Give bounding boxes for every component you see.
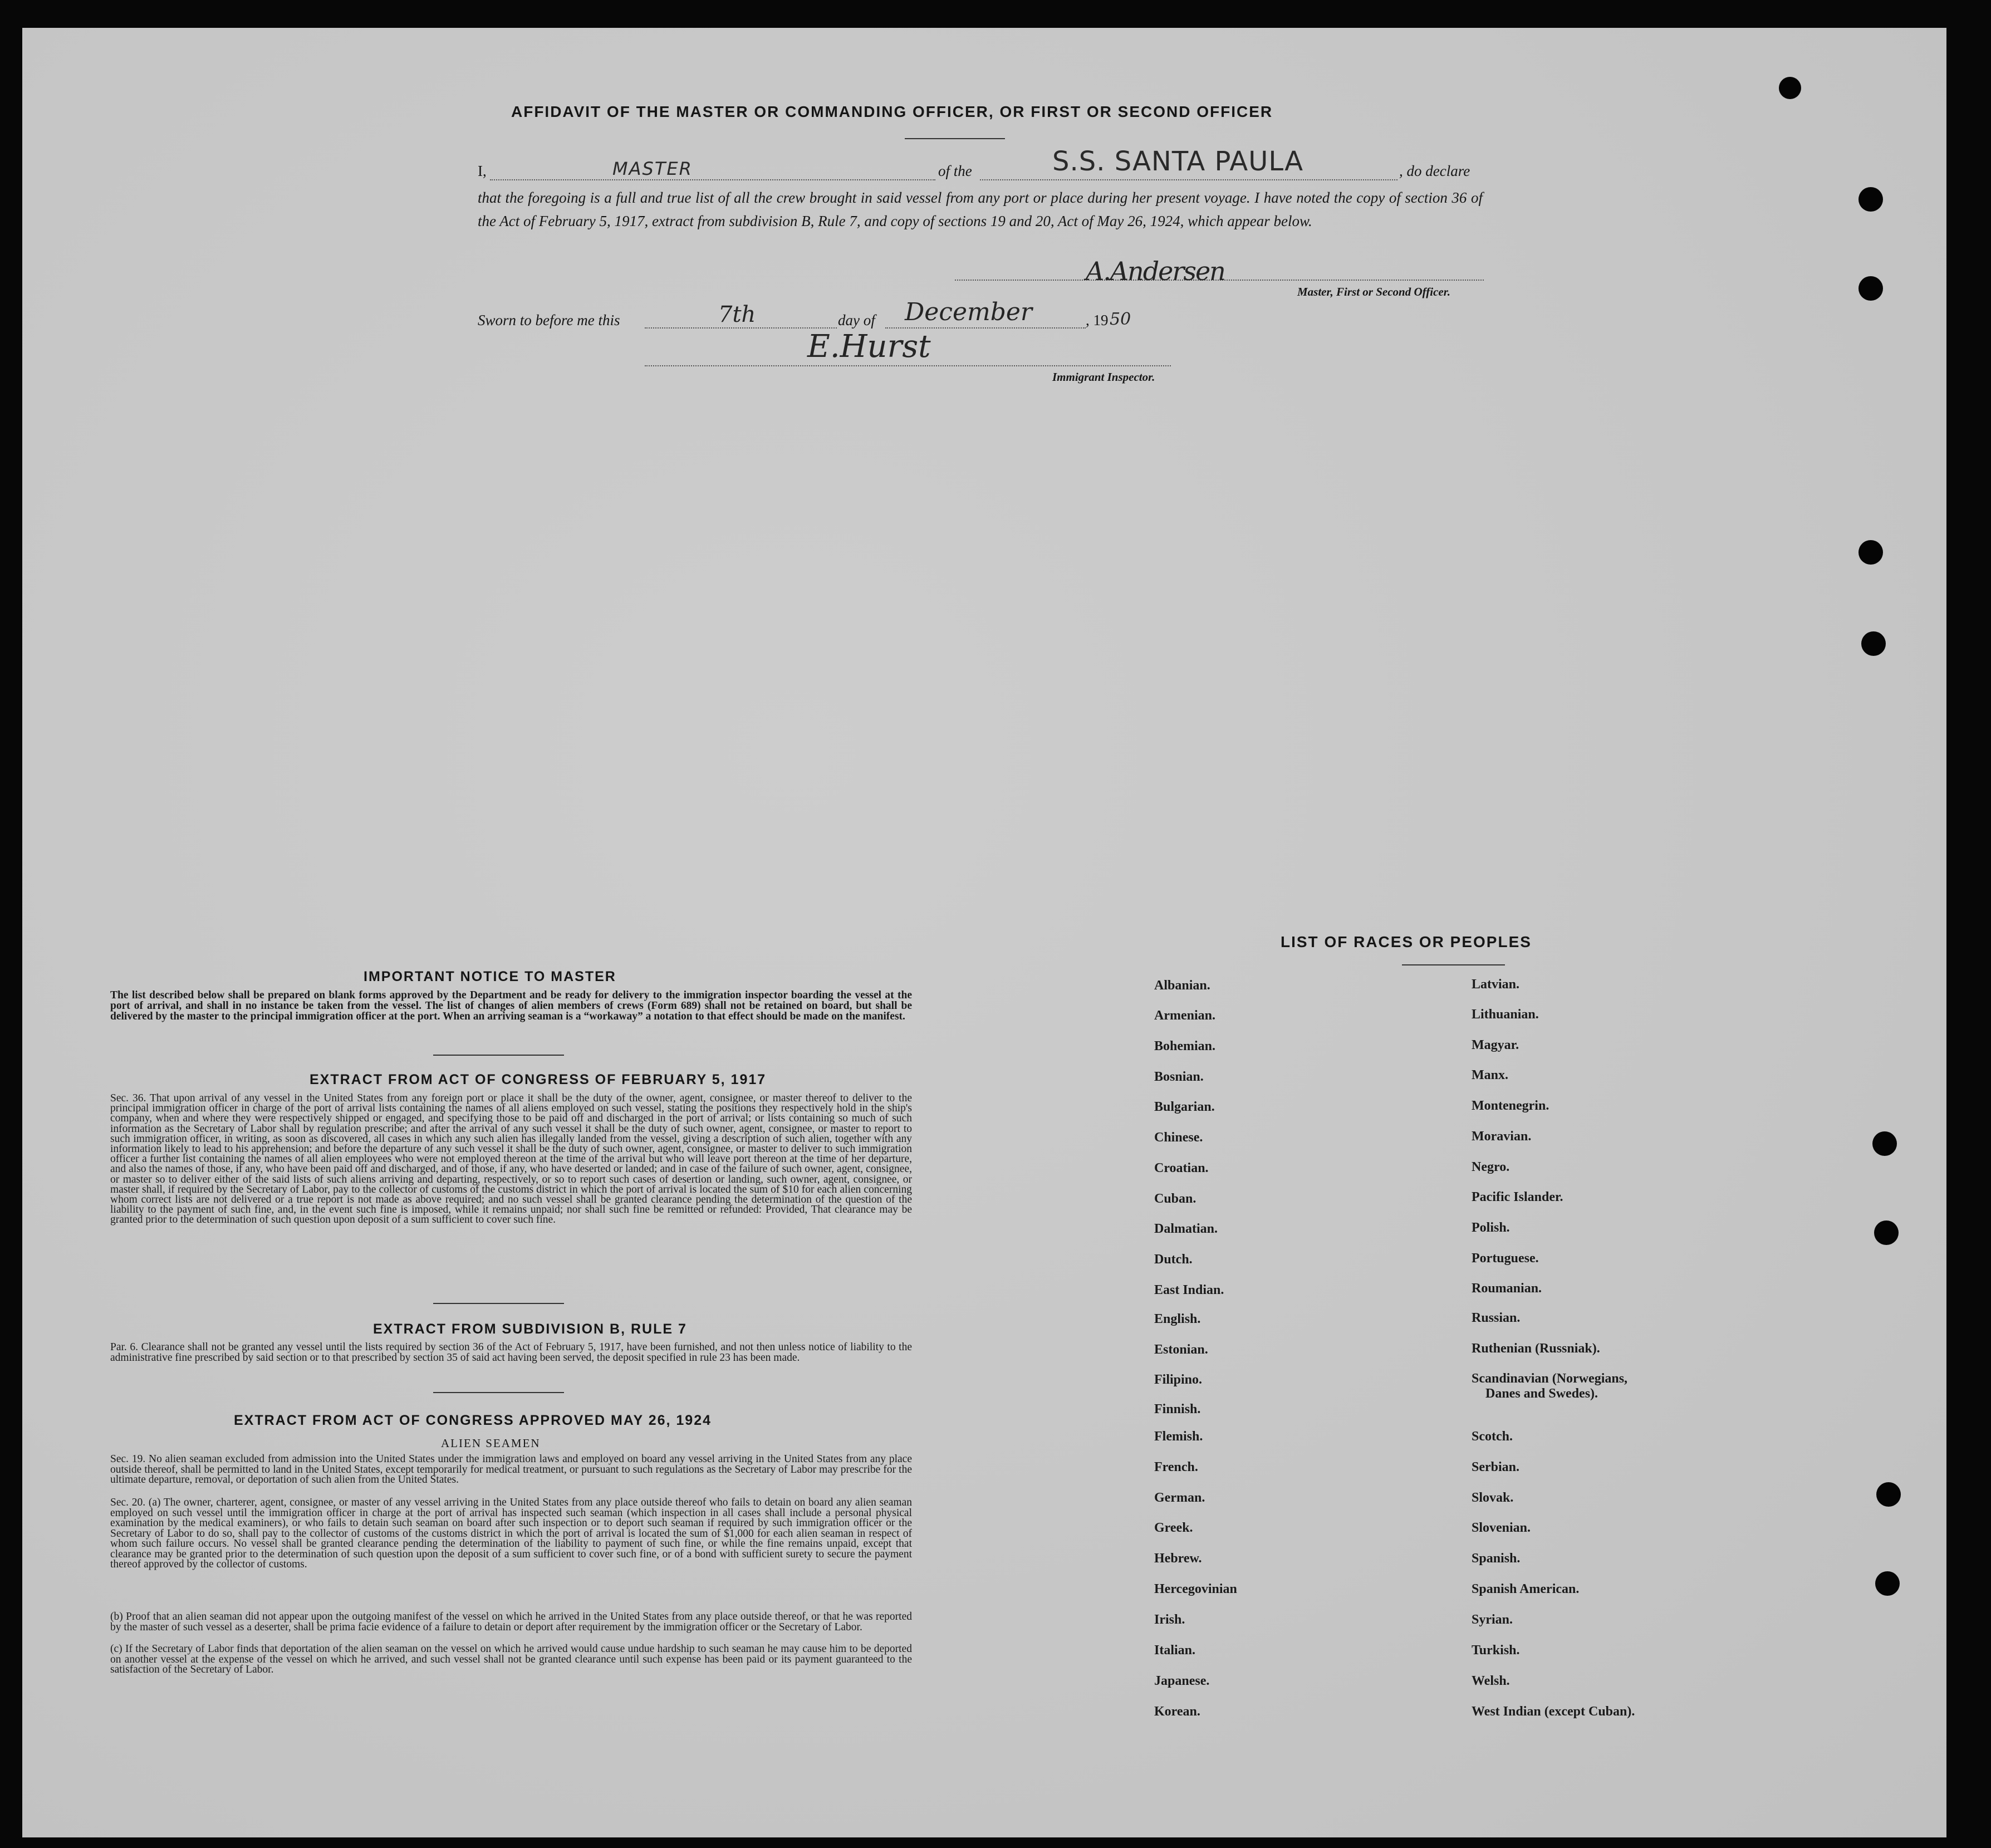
sworn-day-handwritten: 7th [718, 302, 756, 327]
race-item: English. [1154, 1312, 1201, 1326]
race-item: Dutch. [1154, 1252, 1193, 1267]
race-item: Cuban. [1154, 1192, 1196, 1206]
do-declare-label: , do declare [1399, 163, 1470, 179]
race-item: Estonian. [1154, 1342, 1208, 1357]
sworn-year-handwritten: 50 [1110, 310, 1131, 329]
affidavit-title: AFFIDAVIT OF THE MASTER OR COMMANDING OFFICER, OR FIRST OR SECOND OFFICER [511, 103, 1273, 120]
race-item: Lithuanian. [1472, 1007, 1539, 1022]
race-item: Ruthenian (Russniak). [1472, 1341, 1600, 1356]
race-item: Russian. [1472, 1311, 1521, 1325]
race-item: Manx. [1472, 1068, 1508, 1082]
race-item: Albanian. [1154, 978, 1210, 993]
binder-hole [1872, 1131, 1897, 1156]
race-item: Negro. [1472, 1160, 1510, 1174]
race-item: Chinese. [1154, 1130, 1203, 1145]
race-item: Japanese. [1154, 1674, 1210, 1688]
race-item: Bohemian. [1154, 1039, 1216, 1053]
binder-hole [1876, 1482, 1901, 1507]
race-item: Filipino. [1154, 1372, 1203, 1387]
race-item: Korean. [1154, 1704, 1200, 1719]
race-item: Croatian. [1154, 1161, 1209, 1175]
race-item: Bulgarian. [1154, 1100, 1215, 1114]
extract-1917-title: EXTRACT FROM ACT OF CONGRESS OF FEBRUARY 5, 1917 [310, 1072, 767, 1087]
race-item: West Indian (except Cuban). [1472, 1704, 1635, 1719]
extract-1924-title: EXTRACT FROM ACT OF CONGRESS APPROVED MAY 26, 1924 [234, 1413, 712, 1428]
binder-hole [1779, 77, 1801, 99]
master-caption: Master, First or Second Officer. [1297, 285, 1450, 298]
affidavit-body: that the foregoing is a full and true list of all the crew brought in said vessel from any port or place during her present voyage. I have noted the copy of section 36 of the Act of February 5, 1917, extract from subdivision B, Rule 7, and copy of sections 19 and 20, Act of May 26, 1924, which appear below. [478, 189, 1483, 229]
of-the-label: of the [938, 163, 972, 179]
notice-title: IMPORTANT NOTICE TO MASTER [364, 969, 616, 984]
race-item: East Indian. [1154, 1283, 1224, 1297]
race-item: Irish. [1154, 1612, 1185, 1627]
race-item: Greek. [1154, 1521, 1193, 1535]
binder-hole [1875, 1571, 1900, 1596]
binder-hole [1861, 631, 1886, 656]
race-item: Scandinavian (Norwegians, [1472, 1371, 1628, 1386]
inspector-signature-line [645, 365, 1171, 366]
binder-hole [1858, 187, 1883, 212]
rule7-title: EXTRACT FROM SUBDIVISION B, RULE 7 [373, 1321, 687, 1337]
race-item: Hercegovinian [1154, 1582, 1237, 1596]
race-item: Spanish. [1472, 1551, 1521, 1566]
race-item: French. [1154, 1460, 1198, 1474]
officer-name-line [490, 179, 935, 180]
sec20a-body: Sec. 20. (a) The owner, charterer, agent, consignee, or master of any vessel arriving in the United States from any place outside thereof who fails to detain on board any alien seaman employed on such vessel until the immigration officer in charge at the port of arrival has inspected such seaman (which inspection in all cases shall include a personal physical examination by the medical examiners), or who fails to detain such seaman on board after such inspection or to deport such seaman if required by such immigration officer or the Secretary of Labor to do so, shall pay to the collector of customs of the customs district in which the port of arrival is located the sum of $1,000 for each alien seaman in respect of whom such failure occurs. No vessel shall be granted clearance pending the determination of the liability to payment of such fine, or while the fine remains unpaid, except that clearance may be granted prior to the determination of such question upon the deposit of a sum sufficient to cover such fine, or of a bond with sufficient surety to secure the payment thereof approved by the collector of customs. [110, 1497, 912, 1570]
race-item: Scotch. [1472, 1429, 1513, 1444]
race-item: Flemish. [1154, 1429, 1203, 1444]
race-item: Portuguese. [1472, 1251, 1539, 1266]
sec20c-body: (c) If the Secretary of Labor finds that deportation of the alien seaman on the vessel on which he arrived would cause undue hardship to such seaman he may cause him to be deported on another vessel at the expense of the vessel on which he arrived, and such vessel shall not be granted clearance until such expense has been paid or its payment guaranteed to the satisfaction of the Secretary of Labor. [110, 1643, 912, 1675]
race-item: Hebrew. [1154, 1551, 1202, 1566]
sec19-body: Sec. 19. No alien seaman excluded from admission into the United States under the immigration laws and employed on board any vessel arriving in the United States from any place outside thereof, shall be permitted to land in the United States, except temporarily for medical treatment, or pursuant to such regulations as the Secretary of Labor may prescribe for the ultimate departure, removal, or deportation of such alien from the United States. [110, 1453, 912, 1486]
sec20b-body: (b) Proof that an alien seaman did not appear upon the outgoing manifest of the vessel on which he arrived in the United States from any place outside thereof, or that he was reported by the master of such vessel as a deserter, shall be prima facie evidence of a failure to detain or deport after requirement by the immigration officer or the Secretary of Labor. [110, 1611, 912, 1633]
binder-hole [1874, 1220, 1899, 1245]
race-item: Italian. [1154, 1643, 1196, 1658]
race-item: Bosnian. [1154, 1070, 1204, 1084]
binder-hole [1858, 276, 1883, 301]
vessel-name-line [980, 179, 1397, 180]
inspector-signature: E.Hurst [807, 329, 931, 365]
race-item: Polish. [1472, 1220, 1510, 1235]
rule7-divider [433, 1392, 564, 1393]
rule7-body: Par. 6. Clearance shall not be granted any vessel until the lists required by section 36 of the Act of February 5, 1917, have been furnished, and not then unless notice of liability to the administrative fine prescribed by said section or to that prescribed by section 35 of said act having been served, the deposit specified in rule 23 has been made. [110, 1341, 912, 1364]
race-item: Finnish. [1154, 1402, 1201, 1416]
races-title: LIST OF RACES OR PEOPLES [1281, 933, 1532, 950]
notice-body: The list described below shall be prepared on blank forms approved by the Department and be ready for delivery to the immigration inspector boarding the vessel at the port of arrival, and shall in no instance be taken from the vessel. The list of changes of alien members of crews (Form 689) shall not be retained on board, but shall be delivered by the master to the principal immigration officer at the port. When an arriving seaman is a “workaway” a notation to that effect should be made on the manifest. [110, 989, 912, 1022]
extract-1917-divider [433, 1303, 564, 1304]
race-item: German. [1154, 1491, 1205, 1505]
race-item: Serbian. [1472, 1460, 1520, 1474]
title-divider [905, 138, 1005, 139]
race-item: Syrian. [1472, 1612, 1513, 1627]
race-item: Danes and Swedes). [1485, 1386, 1598, 1401]
race-item: Montenegrin. [1472, 1099, 1549, 1113]
races-divider [1402, 964, 1505, 965]
race-item: Slovenian. [1472, 1521, 1531, 1535]
race-item: Spanish American. [1472, 1582, 1580, 1596]
extract-1924-subtitle: ALIEN SEAMEN [441, 1437, 541, 1450]
binder-hole [1858, 540, 1883, 565]
sworn-month-handwritten: December [905, 298, 1032, 326]
master-signature: A.Andersen [1086, 256, 1225, 286]
race-item: Pacific Islander. [1472, 1190, 1563, 1204]
race-item: Armenian. [1154, 1008, 1215, 1023]
year-prefix: , 19 [1086, 312, 1109, 329]
race-item: Moravian. [1472, 1129, 1532, 1144]
race-item: Latvian. [1472, 977, 1520, 992]
sworn-label: Sworn to before me this [478, 312, 620, 329]
vessel-name-stamp: S.S. SANTA PAULA [1052, 146, 1304, 177]
race-item: Dalmatian. [1154, 1222, 1218, 1236]
race-item: Roumanian. [1472, 1281, 1542, 1296]
race-item: Magyar. [1472, 1038, 1519, 1052]
race-item: Turkish. [1472, 1643, 1520, 1658]
pronoun-label: I, [478, 163, 487, 179]
race-item: Welsh. [1472, 1674, 1510, 1688]
day-of-label: day of [838, 312, 875, 329]
race-item: Slovak. [1472, 1491, 1514, 1505]
inspector-caption: Immigrant Inspector. [1052, 370, 1155, 384]
extract-1917-body: Sec. 36. That upon arrival of any vessel in the United States from any foreign port or place it shall be the duty of the owner, agent, consignee, or master thereof to deliver to the principal immigration officer in charge of the port of arrival lists containing the names of all aliens employed on such vessel, stating the positions they respectively hold in the ship's company, when and where they were respectively shipped or engaged, and specifying those to be paid off and discharged in the port of arrival; or lists containing so much of such information as the Secretary of Labor shall by regulation prescribe; and after the arrival of any such vessel it shall be the duty of such owner, agent, consignee, or master to report to such immigration officer, in writing, as soon as discovered, all cases in which any such alien has illegally landed from the vessel, giving a description of such alien, together with any information likely to lead to his apprehension; and before the departure of any such vessel it shall be the duty of such owner, agent, consignee, or master to deliver to such immigration officer a further list containing the names of all alien employees who were not employed thereon at the time of the arrival but who will leave port thereon at the time of her departure, and also the names of those, if any, who have been paid off and discharged, and of those, if any, who have deserted or landed; and in case of the failure of such owner, agent, consignee, or master so to deliver either of the said lists of such aliens arriving and departing, respectively, or so to report such cases of desertion or landing, such owner, agent, consignee, or master shall, if required by the Secretary of Labor, pay to the collector of customs of the customs district in which the port of arrival is located the sum of $10 for each alien concerning whom correct lists are not delivered or a true report is not made as above required; and no such vessel shall be granted clearance pending the determination of the question of the liability to the payment of such fine, and, in the event such fine is imposed, while it remains unpaid; nor shall such fine be remitted or refunded: Provided, That clearance may be granted prior to the determination of such question upon deposit of a sum sufficient to cover such fine. [110, 1092, 912, 1226]
officer-name-handwritten: MASTER [612, 158, 693, 179]
notice-divider [433, 1055, 564, 1056]
